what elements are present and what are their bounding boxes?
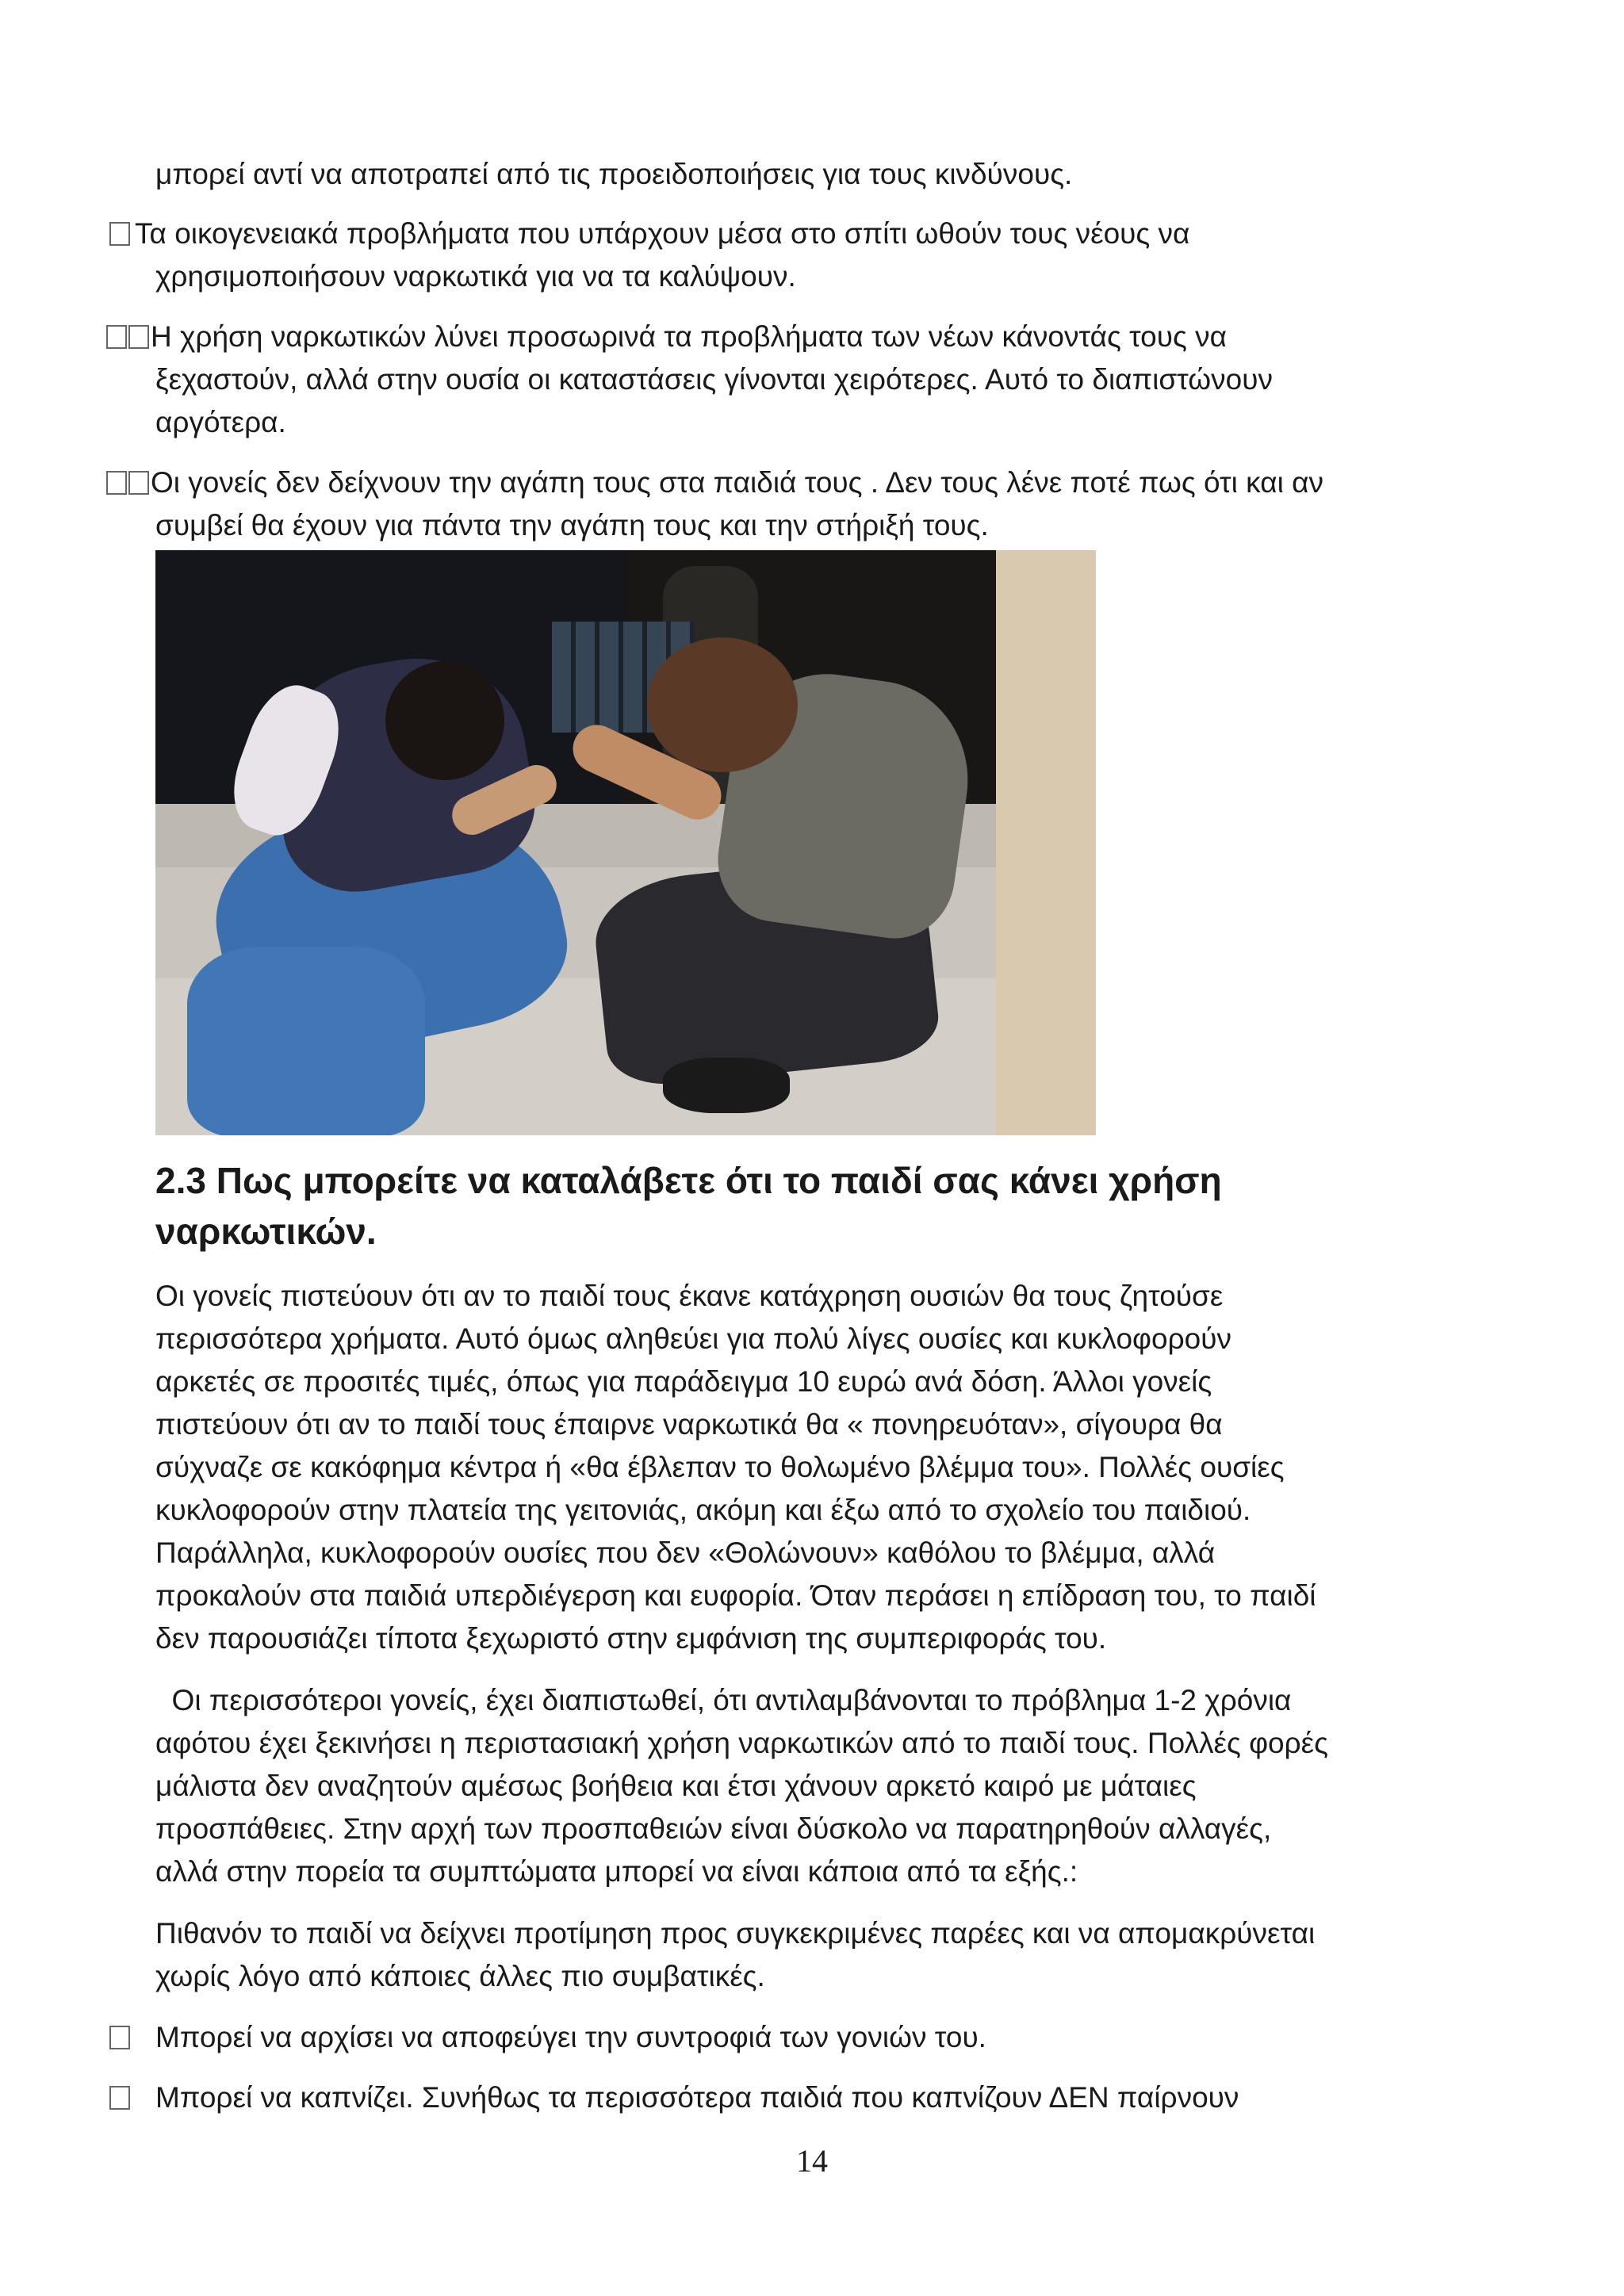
paragraph-line: Παράλληλα, κυκλοφορούν ουσίες που δεν «Θολώνουν» καθόλου το βλέμμα, αλλά [155,1536,1216,1569]
bullet-item [109,2076,1239,2119]
paragraph-line: περισσότερα χρήματα. Αυτό όμως αληθεύει για πολύ λίγες ουσίες και κυκλοφορούν [155,1322,1231,1355]
photo-two-youths-on-steps [155,550,1096,1135]
paragraph-line: αρκετές σε προσιτές τιμές, όπως για παράδειγμα 10 ευρώ ανά δόση. Άλλοι γονείς [155,1365,1212,1398]
paragraph-line: προκαλούν στα παιδιά υπερδιέγερση και ευφορία. Όταν περάσει η επίδραση του, το παιδί [155,1579,1316,1612]
section-heading: ναρκωτικών. [155,1211,377,1252]
bullet-box-icon [128,471,149,495]
paragraph-line: Οι γονείς πιστεύουν ότι αν το παιδί τους έκανε κατάχρηση ουσιών θα τους ζητούσε [155,1280,1224,1312]
paragraph-line: αφότου έχει ξεκινήσει η περιστασιακή χρήση ναρκωτικών από το παιδί τους. Πολλές φορές [155,1727,1329,1759]
text-line: αργότερα. [155,406,286,438]
text-line: ξεχαστούν, αλλά στην ουσία οι καταστάσεις γίνονται χειρότερες. Αυτό το διαπιστώνουν [155,363,1273,396]
paragraph-line: μάλιστα δεν αναζητούν αμέσως βοήθεια και έτσι χάνουν αρκετό καιρό με μάταιες [155,1770,1197,1802]
bullet-box-icon [106,325,127,349]
paragraph-line: χωρίς λόγο από κάποιες άλλες πιο συμβατικές. [155,1960,765,1992]
bullet-box-icon [109,222,130,246]
section-heading: 2.3 Πως μπορείτε να καταλάβετε ότι το παιδί σας κάνει χρήση [155,1160,1222,1201]
paragraph-line: Πιθανόν το παιδί να δείχνει προτίμηση προς συγκεκριμένες παρέες και να απομακρύνεται [155,1917,1316,1950]
paragraph-line: Οι περισσότεροι γονείς, έχει διαπιστωθεί, ότι αντιλαμβάνονται το πρόβλημα 1-2 χρόνια [155,1684,1292,1716]
bullet-box-icon [128,325,149,349]
bullet-box-icon [106,471,127,495]
bullet-text: Οι γονείς δεν δείχνουν την αγάπη τους στα παιδιά τους . Δεν τους λένε ποτέ πως ότι και αν [151,466,1323,499]
bullet-item [106,316,1227,358]
paragraph-line: προσπάθειες. Στην αρχή των προσπαθειών είναι δύσκολο να παρατηρηθούν αλλαγές, [155,1812,1272,1845]
bullet-text: Η χρήση ναρκωτικών λύνει προσωρινά τα προβλήματα των νέων κάνοντάς τους να [151,320,1227,353]
bullet-item [109,212,1189,255]
bullet-item [109,2016,986,2059]
text-line: συμβεί θα έχουν για πάντα την αγάπη τους και την στήριξή τους. [155,509,989,541]
paragraph-line: κυκλοφορούν στην πλατεία της γειτονιάς, ακόμη και έξω από το σχολείο του παιδιού. [155,1494,1251,1526]
bullet-text: Μπορεί να καπνίζει. Συνήθως τα περισσότερα παιδιά που καπνίζουν ΔΕΝ παίρνουν [155,2081,1239,2114]
bullet-item [106,461,1323,504]
paragraph-line: αλλά στην πορεία τα συμπτώματα μπορεί να είναι κάποια από τα εξής.: [155,1855,1078,1888]
bullet-text: Μπορεί να αρχίσει να αποφεύγει την συντροφιά των γονιών του. [155,2021,986,2053]
page-number: 14 [796,2143,828,2179]
paragraph-line: πιστεύουν ότι αν το παιδί τους έπαιρνε ναρκωτικά θα « πονηρευόταν», σίγουρα θα [155,1408,1223,1441]
bullet-text: Τα οικογενειακά προβλήματα που υπάρχουν μέσα στο σπίτι ωθούν τους νέους να [135,217,1190,250]
text-line: μπορεί αντί να αποτραπεί από τις προειδοποιήσεις για τους κινδύνους. [155,158,1073,190]
paragraph-line: σύχναζε σε κακόφημα κέντρα ή «θα έβλεπαν το θολωμένο βλέμμα του». Πολλές ουσίες [155,1451,1285,1483]
bullet-box-icon [109,2086,130,2110]
bullet-box-icon [109,2026,130,2049]
paragraph-line: δεν παρουσιάζει τίποτα ξεχωριστό στην εμφάνιση της συμπεριφοράς του. [155,1622,1107,1655]
text-line: χρησιμοποιήσουν ναρκωτικά για να τα καλύψουν. [155,260,796,293]
